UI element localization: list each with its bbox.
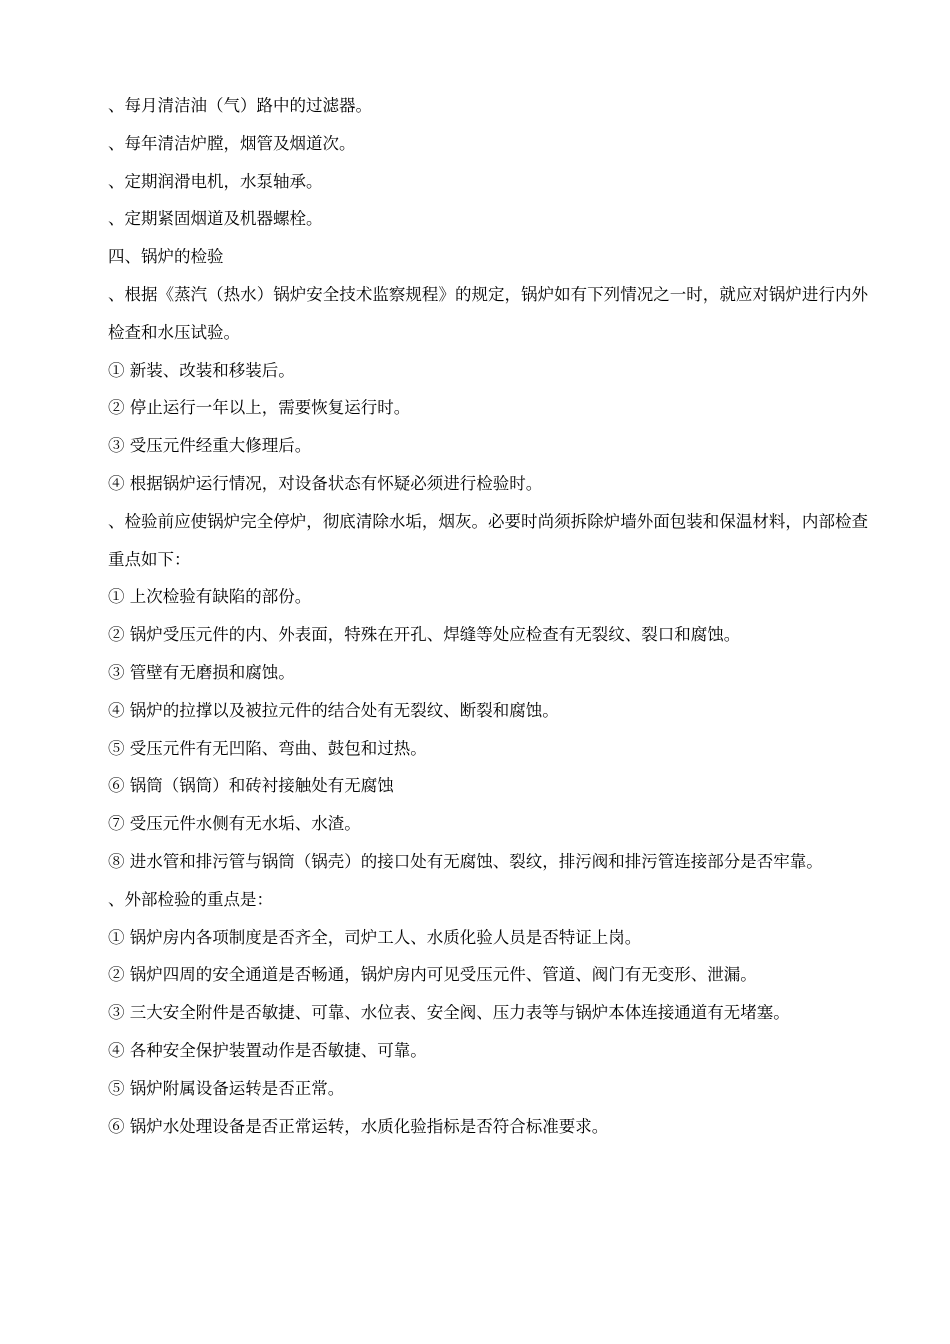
list-item: ① 新装、改装和移装后。 [108, 360, 295, 380]
list-item: ⑦ 受压元件水侧有无水垢、水渣。 [108, 814, 361, 834]
list-item: ⑥ 锅炉水处理设备是否正常运转，水质化验指标是否符合标准要求。 [108, 1116, 609, 1136]
section-heading-inspection: 四、锅炉的检验 [108, 247, 224, 267]
maintenance-item-filter: 、每月清洁油（气）路中的过滤器。 [108, 96, 372, 115]
list-item: ④ 锅炉的拉撑以及被拉元件的结合处有无裂纹、断裂和腐蚀。 [108, 700, 559, 720]
list-item: ④ 根据锅炉运行情况，对设备状态有怀疑必须进行检验时。 [108, 473, 543, 493]
list-item: ② 锅炉四周的安全通道是否畅通，锅炉房内可见受压元件、管道、阀门有无变形、泄漏。 [108, 965, 757, 985]
list-item: ① 上次检验有缺陷的部份。 [108, 587, 312, 607]
paragraph-external-inspection: 、外部检验的重点是： [108, 889, 273, 909]
list-item: ② 锅炉受压元件的内、外表面，特殊在开孔、焊缝等处应检查有无裂纹、裂口和腐蚀。 [108, 625, 741, 645]
list-item: ④ 各种安全保护装置动作是否敏捷、可靠。 [108, 1040, 427, 1060]
document-body [108, 87, 868, 1145]
list-item: ② 停止运行一年以上，需要恢复运行时。 [108, 398, 411, 418]
list-item: ⑤ 受压元件有无凹陷、弯曲、鼓包和过热。 [108, 738, 427, 758]
list-item: ③ 受压元件经重大修理后。 [108, 436, 312, 456]
list-item: ⑧ 进水管和排污管与锅筒（锅壳）的接口处有无腐蚀、裂纹，排污阀和排污管连接部分是否牢靠。 [108, 851, 823, 871]
maintenance-item-fasten: 、定期紧固烟道及机器螺栓。 [108, 209, 323, 229]
list-item: ⑥ 锅筒（锅筒）和砖衬接触处有无腐蚀 [108, 776, 394, 796]
list-item: ③ 三大安全附件是否敏捷、可靠、水位表、安全阀、压力表等与锅炉本体连接通道有无堵塞。 [108, 1003, 790, 1023]
list-item: ① 锅炉房内各项制度是否齐全，司炉工人、水质化验人员是否特证上岗。 [108, 927, 642, 947]
maintenance-item-lubricate: 、定期润滑电机，水泵轴承。 [108, 171, 323, 191]
paragraph-regulation: 、根据《蒸汽（热水）锅炉安全技术监察规程》的规定，锅炉如有下列情况之一时，就应对锅炉进行内外检查和水压试验。 [108, 284, 868, 342]
list-item: ③ 管壁有无磨损和腐蚀。 [108, 662, 295, 682]
maintenance-item-furnace: 、每年清洁炉膛，烟管及烟道次。 [108, 133, 356, 153]
list-item: ⑤ 锅炉附属设备运转是否正常。 [108, 1078, 345, 1098]
paragraph-internal-inspection: 、检验前应使锅炉完全停炉，彻底清除水垢，烟灰。必要时尚须拆除炉墙外面包装和保温材料，内部检查重点如下： [108, 511, 868, 569]
